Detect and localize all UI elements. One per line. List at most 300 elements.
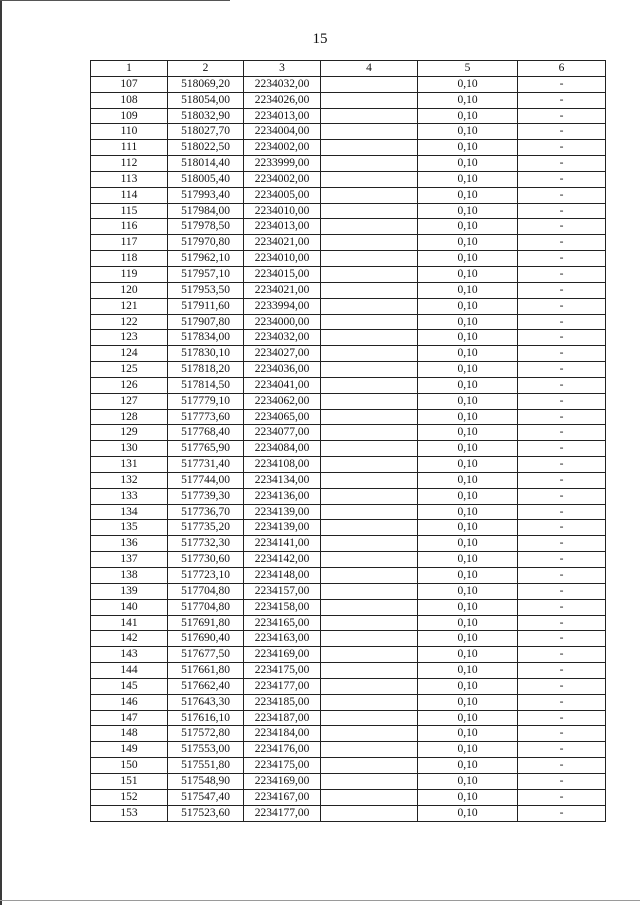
cell-y: 2234165,00 [244,615,321,631]
cell-number: 127 [91,393,168,409]
cell-x: 517690,40 [168,631,244,647]
cell-col-4 [321,266,418,282]
cell-x: 517553,00 [168,742,244,758]
cell-x: 517691,80 [168,615,244,631]
cell-note: - [518,457,606,473]
header-col-5: 5 [418,61,518,77]
cell-accuracy: 0,10 [418,726,518,742]
cell-note: - [518,282,606,298]
table-row [91,773,606,789]
cell-col-4 [321,805,418,821]
cell-col-4 [321,631,418,647]
cell-number: 134 [91,504,168,520]
table-row [91,663,606,679]
cell-number: 142 [91,631,168,647]
table-row [91,346,606,362]
cell-x: 517765,90 [168,441,244,457]
cell-number: 144 [91,663,168,679]
cell-y: 2234041,00 [244,377,321,393]
cell-accuracy: 0,10 [418,615,518,631]
cell-accuracy: 0,10 [418,330,518,346]
header-col-3: 3 [244,61,321,77]
cell-number: 145 [91,678,168,694]
cell-y: 2234108,00 [244,457,321,473]
cell-y: 2233999,00 [244,156,321,172]
coordinates-table [90,60,606,822]
cell-accuracy: 0,10 [418,314,518,330]
cell-y: 2234184,00 [244,726,321,742]
cell-note: - [518,346,606,362]
cell-x: 517744,00 [168,472,244,488]
cell-col-4 [321,187,418,203]
cell-note: - [518,156,606,172]
cell-note: - [518,251,606,267]
cell-accuracy: 0,10 [418,346,518,362]
cell-accuracy: 0,10 [418,568,518,584]
cell-note: - [518,314,606,330]
cell-accuracy: 0,10 [418,124,518,140]
cell-accuracy: 0,10 [418,377,518,393]
cell-accuracy: 0,10 [418,156,518,172]
cell-x: 517704,80 [168,599,244,615]
table-row [91,219,606,235]
cell-y: 2234176,00 [244,742,321,758]
table-row [91,377,606,393]
cell-note: - [518,583,606,599]
table-row [91,156,606,172]
cell-col-4 [321,472,418,488]
cell-number: 111 [91,140,168,156]
cell-col-4 [321,219,418,235]
cell-accuracy: 0,10 [418,92,518,108]
cell-number: 147 [91,710,168,726]
cell-note: - [518,631,606,647]
cell-y: 2234013,00 [244,108,321,124]
cell-note: - [518,789,606,805]
cell-note: - [518,203,606,219]
table-row [91,76,606,92]
header-col-1: 1 [91,61,168,77]
cell-x: 517970,80 [168,235,244,251]
cell-note: - [518,599,606,615]
cell-number: 133 [91,488,168,504]
header-row [91,61,606,77]
cell-note: - [518,171,606,187]
cell-x: 517978,50 [168,219,244,235]
cell-note: - [518,615,606,631]
cell-col-4 [321,330,418,346]
cell-note: - [518,330,606,346]
scan-edge-bottom [0,900,640,901]
cell-number: 107 [91,76,168,92]
cell-x: 517739,30 [168,488,244,504]
cell-accuracy: 0,10 [418,552,518,568]
cell-note: - [518,140,606,156]
table-row [91,251,606,267]
cell-note: - [518,694,606,710]
table-row [91,393,606,409]
cell-col-4 [321,92,418,108]
cell-col-4 [321,235,418,251]
cell-y: 2234139,00 [244,520,321,536]
cell-note: - [518,568,606,584]
cell-y: 2234175,00 [244,758,321,774]
cell-col-4 [321,520,418,536]
cell-note: - [518,393,606,409]
table-row [91,330,606,346]
cell-accuracy: 0,10 [418,678,518,694]
cell-note: - [518,520,606,536]
table-row [91,409,606,425]
cell-note: - [518,758,606,774]
cell-col-4 [321,678,418,694]
cell-accuracy: 0,10 [418,710,518,726]
cell-accuracy: 0,10 [418,140,518,156]
cell-col-4 [321,773,418,789]
cell-number: 118 [91,251,168,267]
cell-number: 114 [91,187,168,203]
cell-x: 517572,80 [168,726,244,742]
cell-number: 124 [91,346,168,362]
cell-number: 110 [91,124,168,140]
cell-number: 121 [91,298,168,314]
header-col-2: 2 [168,61,244,77]
table-row [91,266,606,282]
cell-y: 2234002,00 [244,140,321,156]
cell-x: 517523,60 [168,805,244,821]
cell-col-4 [321,536,418,552]
cell-accuracy: 0,10 [418,583,518,599]
cell-accuracy: 0,10 [418,694,518,710]
cell-accuracy: 0,10 [418,409,518,425]
table-row [91,647,606,663]
cell-col-4 [321,362,418,378]
cell-y: 2233994,00 [244,298,321,314]
cell-col-4 [321,789,418,805]
cell-note: - [518,266,606,282]
page-number: 15 [312,31,328,47]
cell-x: 517993,40 [168,187,244,203]
cell-y: 2234187,00 [244,710,321,726]
table-row [91,441,606,457]
table-row [91,536,606,552]
cell-accuracy: 0,10 [418,187,518,203]
cell-col-4 [321,663,418,679]
cell-number: 140 [91,599,168,615]
cell-x: 517730,60 [168,552,244,568]
cell-y: 2234077,00 [244,425,321,441]
table-row [91,504,606,520]
table-row [91,726,606,742]
cell-note: - [518,377,606,393]
cell-number: 136 [91,536,168,552]
cell-number: 123 [91,330,168,346]
table-row [91,568,606,584]
cell-y: 2234142,00 [244,552,321,568]
cell-col-4 [321,742,418,758]
cell-note: - [518,472,606,488]
cell-note: - [518,504,606,520]
table-row [91,805,606,821]
cell-note: - [518,124,606,140]
cell-accuracy: 0,10 [418,393,518,409]
cell-note: - [518,726,606,742]
table-row [91,282,606,298]
cell-x: 517814,50 [168,377,244,393]
cell-y: 2234134,00 [244,472,321,488]
table-row [91,488,606,504]
cell-accuracy: 0,10 [418,282,518,298]
cell-x: 517907,80 [168,314,244,330]
cell-note: - [518,488,606,504]
cell-y: 2234062,00 [244,393,321,409]
cell-accuracy: 0,10 [418,171,518,187]
cell-y: 2234167,00 [244,789,321,805]
cell-y: 2234032,00 [244,330,321,346]
cell-col-4 [321,599,418,615]
cell-accuracy: 0,10 [418,520,518,536]
cell-col-4 [321,409,418,425]
cell-note: - [518,678,606,694]
cell-number: 149 [91,742,168,758]
cell-y: 2234036,00 [244,362,321,378]
scan-edge-left [0,0,2,905]
table-row [91,599,606,615]
cell-x: 517547,40 [168,789,244,805]
cell-y: 2234185,00 [244,694,321,710]
cell-col-4 [321,758,418,774]
cell-x: 518014,40 [168,156,244,172]
table-row [91,92,606,108]
cell-number: 116 [91,219,168,235]
cell-accuracy: 0,10 [418,425,518,441]
table-row [91,457,606,473]
cell-x: 518005,40 [168,171,244,187]
cell-x: 517735,20 [168,520,244,536]
cell-col-4 [321,726,418,742]
cell-x: 517736,70 [168,504,244,520]
cell-y: 2234169,00 [244,773,321,789]
cell-accuracy: 0,10 [418,472,518,488]
cell-x: 517773,60 [168,409,244,425]
cell-y: 2234175,00 [244,663,321,679]
table-row [91,362,606,378]
cell-y: 2234169,00 [244,647,321,663]
cell-note: - [518,663,606,679]
cell-accuracy: 0,10 [418,251,518,267]
cell-y: 2234002,00 [244,171,321,187]
cell-accuracy: 0,10 [418,108,518,124]
cell-accuracy: 0,10 [418,758,518,774]
table-row [91,678,606,694]
cell-number: 143 [91,647,168,663]
cell-col-4 [321,457,418,473]
cell-x: 517911,60 [168,298,244,314]
cell-note: - [518,362,606,378]
cell-note: - [518,805,606,821]
cell-number: 153 [91,805,168,821]
cell-y: 2234015,00 [244,266,321,282]
cell-note: - [518,647,606,663]
cell-col-4 [321,108,418,124]
cell-accuracy: 0,10 [418,441,518,457]
cell-note: - [518,108,606,124]
cell-x: 517616,10 [168,710,244,726]
cell-note: - [518,742,606,758]
cell-x: 517548,90 [168,773,244,789]
cell-y: 2234004,00 [244,124,321,140]
table-row [91,203,606,219]
cell-x: 517953,50 [168,282,244,298]
cell-accuracy: 0,10 [418,536,518,552]
cell-col-4 [321,694,418,710]
cell-number: 138 [91,568,168,584]
cell-y: 2234010,00 [244,203,321,219]
cell-x: 517962,10 [168,251,244,267]
header-col-6: 6 [518,61,606,77]
cell-col-4 [321,140,418,156]
cell-x: 517768,40 [168,425,244,441]
table-row [91,520,606,536]
cell-accuracy: 0,10 [418,457,518,473]
cell-accuracy: 0,10 [418,647,518,663]
table-row [91,694,606,710]
cell-y: 2234026,00 [244,92,321,108]
cell-col-4 [321,298,418,314]
cell-x: 517834,00 [168,330,244,346]
cell-note: - [518,92,606,108]
table-row [91,235,606,251]
cell-number: 151 [91,773,168,789]
cell-number: 113 [91,171,168,187]
cell-col-4 [321,710,418,726]
cell-note: - [518,409,606,425]
cell-accuracy: 0,10 [418,235,518,251]
cell-x: 518032,90 [168,108,244,124]
cell-x: 517779,10 [168,393,244,409]
cell-col-4 [321,504,418,520]
cell-x: 517662,40 [168,678,244,694]
cell-note: - [518,235,606,251]
table-row [91,187,606,203]
cell-y: 2234148,00 [244,568,321,584]
cell-y: 2234027,00 [244,346,321,362]
table-row [91,742,606,758]
cell-x: 517731,40 [168,457,244,473]
cell-y: 2234021,00 [244,282,321,298]
table-row [91,758,606,774]
cell-col-4 [321,282,418,298]
cell-y: 2234021,00 [244,235,321,251]
cell-x: 517984,00 [168,203,244,219]
table-row [91,472,606,488]
cell-accuracy: 0,10 [418,203,518,219]
cell-x: 517732,30 [168,536,244,552]
cell-col-4 [321,76,418,92]
cell-y: 2234032,00 [244,76,321,92]
cell-x: 518054,00 [168,92,244,108]
cell-accuracy: 0,10 [418,76,518,92]
table-row [91,425,606,441]
table-row [91,298,606,314]
cell-x: 518022,50 [168,140,244,156]
cell-number: 120 [91,282,168,298]
table-row [91,124,606,140]
table-row [91,171,606,187]
cell-y: 2234005,00 [244,187,321,203]
cell-y: 2234177,00 [244,678,321,694]
cell-y: 2234141,00 [244,536,321,552]
cell-note: - [518,76,606,92]
cell-x: 518069,20 [168,76,244,92]
cell-note: - [518,425,606,441]
table-row [91,314,606,330]
scan-edge-top [0,0,230,1]
table-row [91,631,606,647]
cell-number: 119 [91,266,168,282]
cell-col-4 [321,583,418,599]
cell-x: 517677,50 [168,647,244,663]
cell-col-4 [321,441,418,457]
cell-number: 146 [91,694,168,710]
table-row [91,789,606,805]
cell-number: 125 [91,362,168,378]
cell-accuracy: 0,10 [418,631,518,647]
cell-number: 109 [91,108,168,124]
cell-x: 518027,70 [168,124,244,140]
cell-note: - [518,536,606,552]
table-body [91,76,606,821]
cell-number: 131 [91,457,168,473]
cell-x: 517818,20 [168,362,244,378]
cell-x: 517830,10 [168,346,244,362]
cell-col-4 [321,568,418,584]
cell-number: 112 [91,156,168,172]
cell-number: 122 [91,314,168,330]
cell-note: - [518,773,606,789]
cell-number: 126 [91,377,168,393]
cell-number: 137 [91,552,168,568]
cell-number: 128 [91,409,168,425]
cell-col-4 [321,346,418,362]
cell-x: 517957,10 [168,266,244,282]
header-col-4: 4 [321,61,418,77]
cell-x: 517704,80 [168,583,244,599]
cell-y: 2234177,00 [244,805,321,821]
cell-y: 2234010,00 [244,251,321,267]
cell-y: 2234139,00 [244,504,321,520]
cell-x: 517643,30 [168,694,244,710]
cell-col-4 [321,124,418,140]
cell-number: 132 [91,472,168,488]
cell-y: 2234158,00 [244,599,321,615]
cell-col-4 [321,615,418,631]
cell-number: 135 [91,520,168,536]
cell-accuracy: 0,10 [418,488,518,504]
cell-accuracy: 0,10 [418,266,518,282]
cell-col-4 [321,314,418,330]
cell-note: - [518,187,606,203]
cell-x: 517551,80 [168,758,244,774]
cell-col-4 [321,647,418,663]
cell-number: 129 [91,425,168,441]
cell-accuracy: 0,10 [418,805,518,821]
cell-number: 141 [91,615,168,631]
cell-y: 2234136,00 [244,488,321,504]
cell-col-4 [321,488,418,504]
cell-note: - [518,219,606,235]
table-row [91,140,606,156]
